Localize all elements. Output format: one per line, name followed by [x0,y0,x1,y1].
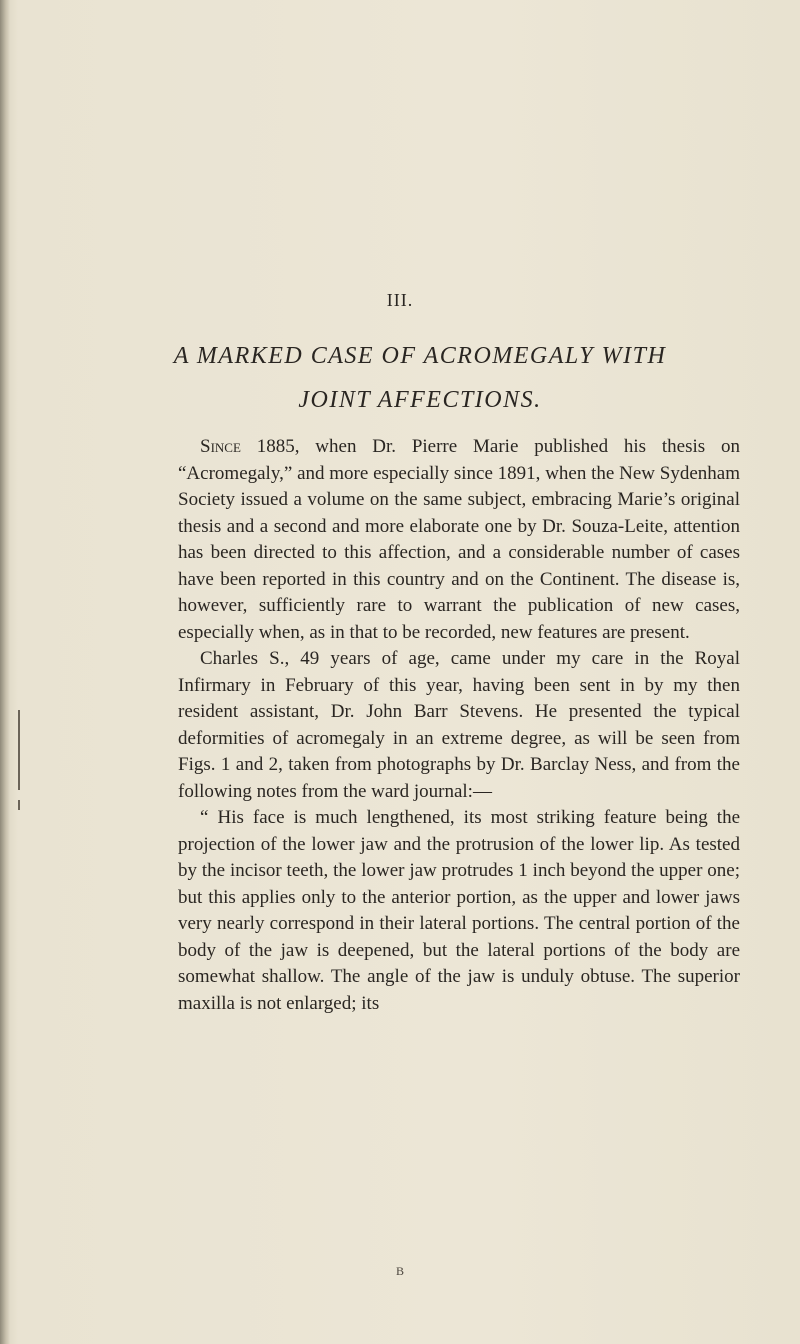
paragraph-lead-word: Since [200,436,241,457]
signature-mark: B [395,1264,404,1278]
title-line-1: A MARKED CASE OF ACROMEGALY WITH [173,343,667,369]
paragraph-3: “ His face is much lengthened, its most striking feature being the projection of the lower jaw and the protrusion of the lower lip. As tested by the incisor teeth, the lower jaw protrudes 1 inch beyond the upper one; but this applies only to the anterior portion, as the upper and lower jaws very nearly correspond in their lateral portions. The central portion of the body of the jaw is deepened, but the lateral portions of the body are somewhat shallow. The angle of the jaw is unduly obtuse. The superior maxilla is not enlarged; its [178,807,740,1014]
margin-pencil-mark [18,800,20,810]
paragraph-1 [178,434,740,646]
book-binding-edge [0,0,10,1344]
section-number: III. [386,290,414,310]
paragraph-1-text: 1885, when Dr. Pierre Marie published his thesis on “Acromegaly,” and more especially since 1891, when the New Sydenham Society issued a volume on the same subject, embracing Marie’s original thesis and a second and more elaborate one by Dr. Souza-Leite, attention has been directed to this affection, and a considerable number of cases have been reported in this country and on the Continent. The disease is, however, sufficiently rare to warrant the publication of new cases, especially when, as in that to be recorded, new features are present. [178,436,740,643]
article-title [90,334,750,422]
article-body [178,434,740,1017]
paragraph-2: Charles S., 49 years of age, came under my care in the Royal Infirmary in February of this year, having been sent in by my then resident assistant, Dr. John Barr Stevens. He presented the typical deformities of acromegaly in an extreme degree, as will be seen from Figs. 1 and 2, taken from photographs by Dr. Barclay Ness, and from the following notes from the ward journal:— [178,648,740,802]
title-line-2: JOINT AFFECTIONS. [298,387,542,413]
margin-pencil-mark [18,710,20,790]
